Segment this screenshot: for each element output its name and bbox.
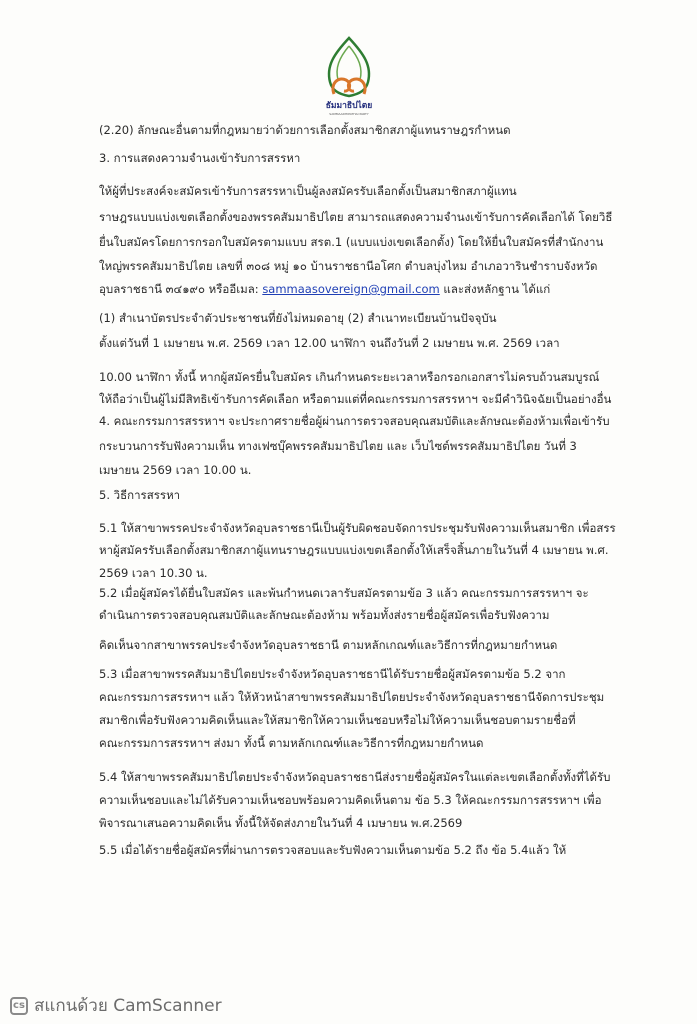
- text-line: 4. คณะกรรมการสรรหาฯ จะประกาศรายชื่อผู้ผ่านการตรวจสอบคุณสมบัติและลักษณะต้องห้ามเพื่อเข้ารับ: [99, 414, 610, 428]
- text-line: (1) สำเนาบัตรประจำตัวประชาชนที่ยังไม่หมดอายุ (2) สำเนาทะเบียนบ้านปัจจุบัน: [99, 311, 497, 325]
- text-line: 5.1 ให้สาขาพรรคประจำจังหวัดอุบลราชธานีเป็นผู้รับผิดชอบจัดการประชุมรับฟังความเห็นสมาชิก เพื่อสรร: [99, 521, 616, 535]
- text-line: ให้ถือว่าเป็นผู้ไม่มีสิทธิเข้ารับการคัดเลือก หรือตามแต่ที่คณะกรรมการสรรหาฯ จะมีคำวินิจฉัยเป็นอย่างอื่น: [99, 392, 612, 406]
- text-line: 5.2 เมื่อผู้สมัครได้ยื่นใบสมัคร และพ้นกำหนดเวลารับสมัครตามข้อ 3 แล้ว คณะกรรมการสรรหาฯ จะ: [99, 586, 589, 600]
- text-line: ดำเนินการตรวจสอบคุณสมบัติและลักษณะต้องห้าม พร้อมทั้งส่งรายชื่อผู้สมัครเพื่อรับฟังความ: [99, 608, 550, 622]
- text-line: 5.3 เมื่อสาขาพรรคสัมมาธิปไตยประจำจังหวัดอุบลราชธานีได้รับรายชื่อผู้สมัครตามข้อ 5.2 จาก: [99, 667, 566, 681]
- text-line: (2.20) ลักษณะอื่นตามที่กฎหมายว่าด้วยการเลือกตั้งสมาชิกสภาผู้แทนราษฎรกำหนด: [99, 123, 511, 137]
- watermark-text: สแกนด้วย CamScanner: [34, 996, 222, 1016]
- text-line: 2569 เวลา 10.30 น.: [99, 566, 208, 580]
- text-line: 5.4 ให้สาขาพรรคสัมมาธิปไตยประจำจังหวัดอุบลราชธานีส่งรายชื่อผู้สมัครในแต่ละเขตเลือกตั้งทั้งที่ได้รับ: [99, 770, 611, 784]
- text-line: คิดเห็นจากสาขาพรรคประจำจังหวัดอุบลราชธานี ตามหลักเกณฑ์และวิธีการที่กฎหมายกำหนด: [99, 638, 558, 652]
- section-heading: 5. วิธีการสรรหา: [99, 488, 181, 502]
- text-line: อุบลราชธานี ๓๔๑๙๐ หรืออีเมล:: [99, 282, 259, 296]
- text-line: สมาชิกเพื่อรับฟังความคิดเห็นและให้สมาชิกให้ความเห็นชอบหรือไม่ให้ความเห็นชอบตามรายชื่อที่: [99, 713, 576, 727]
- text-line-with-email: [99, 281, 550, 297]
- logo-sub-text: SAMMAADHIPATHAI PARTY: [329, 112, 369, 116]
- logo-brand-text: ธัมมาธิปไตย: [325, 101, 373, 111]
- text-line: พิจารณาเสนอความคิดเห็น ทั้งนี้ให้จัดส่งภายในวันที่ 4 เมษายน พ.ศ.2569: [99, 816, 463, 830]
- text-line: ใหญ่พรรคสัมมาธิปไตย เลขที่ ๓๐๘ หมู่ ๑๐ บ้านราชธานีอโศก ตำบลบุ่งไหม อำเภอวารินชำราบจังหวัด: [99, 259, 598, 273]
- text-line: กระบวนการรับฟังความเห็น ทางเฟซบุ๊คพรรคสัมมาธิปไตย และ เว็บไซต์พรรคสัมมาธิปไตย วันที่ 3: [99, 439, 577, 453]
- text-line: คณะกรรมการสรรหาฯ แล้ว ให้หัวหน้าสาขาพรรคสัมมาธิปไตยประจำจังหวัดอุบลราชธานีจัดการประชุม: [99, 690, 605, 704]
- text-line: คณะกรรมการสรรหาฯ ส่งมา ทั้งนี้ ตามหลักเกณฑ์และวิธีการที่กฎหมายกำหนด: [99, 736, 484, 750]
- camscanner-icon: cs: [10, 997, 28, 1015]
- text-line: 10.00 นาฬิกา ทั้งนี้ หากผู้สมัครยื่นใบสมัคร เกินกำหนดระยะเวลาหรือกรอกเอกสารไม่ครบถ้วนสมบูรณ์: [99, 370, 600, 384]
- text-line: เมษายน 2569 เวลา 10.00 น.: [99, 463, 252, 477]
- section-heading: 3. การแสดงความจำนงเข้ารับการสรรหา: [99, 151, 301, 165]
- text-line: ความเห็นชอบและไม่ได้รับความเห็นชอบพร้อมความคิดเห็นตาม ข้อ 5.3 ให้คณะกรรมการสรรหาฯ เพื่อ: [99, 793, 602, 807]
- text-line: ราษฎรแบบแบ่งเขตเลือกตั้งของพรรคสัมมาธิปไตย สามารถแสดงความจำนงเข้ารับการคัดเลือกได้ โดยวิธี: [99, 210, 613, 224]
- email-link[interactable]: sammaasovereign@gmail.com: [262, 282, 440, 296]
- text-line: ให้ผู้ที่ประสงค์จะสมัครเข้ารับการสรรหาเป็นผู้ลงสมัครรับเลือกตั้งเป็นสมาชิกสภาผู้แทน: [99, 184, 517, 198]
- party-logo: [324, 36, 374, 120]
- text-line: ยื่นใบสมัครโดยการกรอกใบสมัครตามแบบ สรต.1 (แบบแบ่งเขตเลือกตั้ง) โดยให้ยื่นใบสมัครที่สำนักงาน: [99, 235, 604, 249]
- text-line: และส่งหลักฐาน ได้แก่: [443, 282, 551, 296]
- camscanner-watermark: [0, 987, 697, 1024]
- text-line: ตั้งแต่วันที่ 1 เมษายน พ.ศ. 2569 เวลา 12.00 นาฬิกา จนถึงวันที่ 2 เมษายน พ.ศ. 2569 เวลา: [99, 336, 560, 350]
- text-line: 5.5 เมื่อได้รายชื่อผู้สมัครที่ผ่านการตรวจสอบและรับฟังความเห็นตามข้อ 5.2 ถึง ข้อ 5.4แล้ว ให้: [99, 843, 567, 857]
- text-line: หาผู้สมัครรับเลือกตั้งสมาชิกสภาผู้แทนราษฎรแบบแบ่งเขตเลือกตั้งให้เสร็จสิ้นภายในวันที่ 4 เมษายน พ.ศ.: [99, 543, 609, 557]
